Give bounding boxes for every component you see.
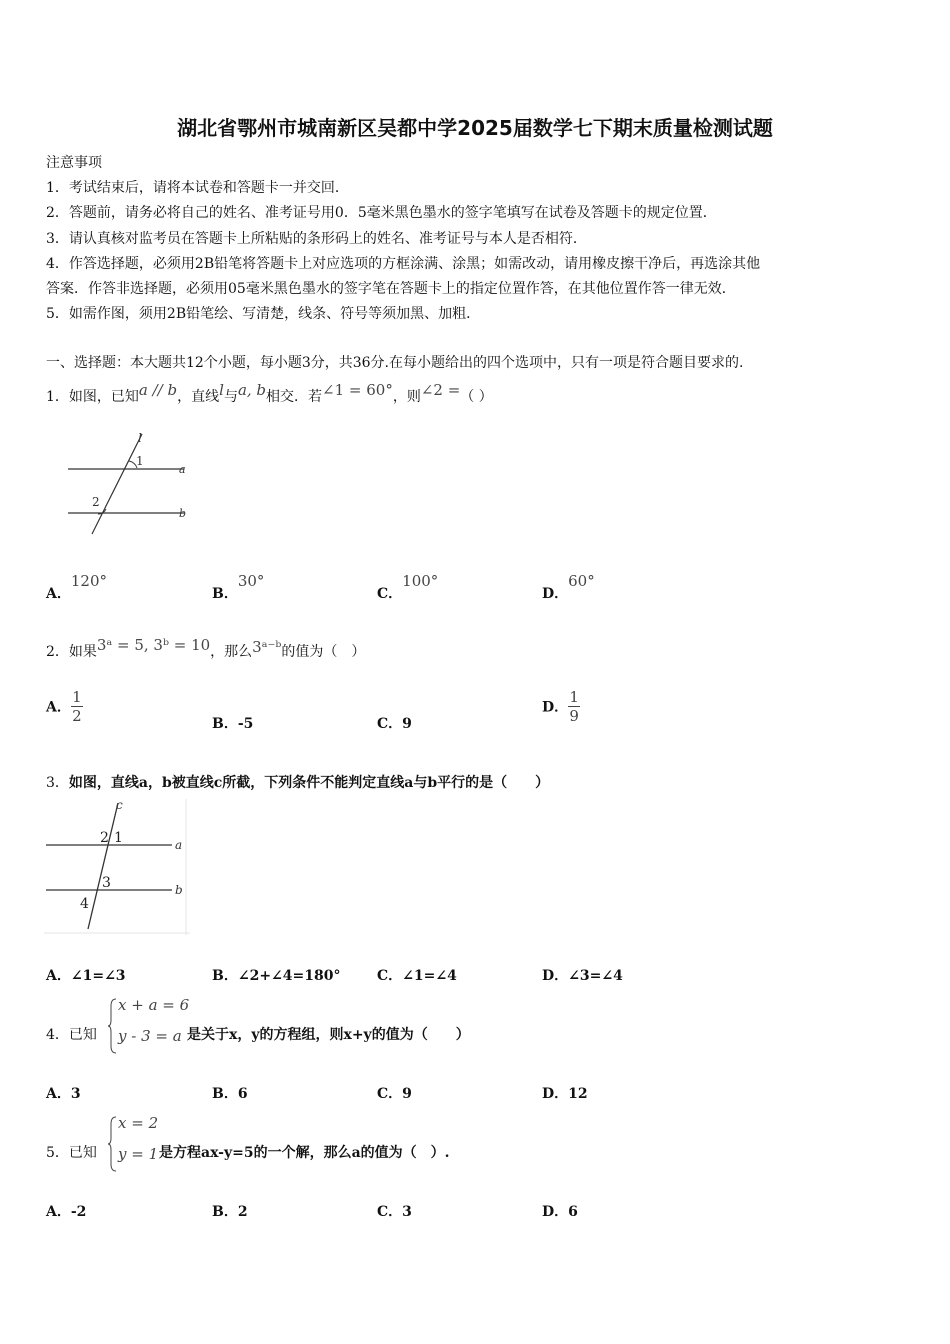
option-letter: A．: [46, 699, 71, 716]
question-1-stem: [46, 381, 493, 406]
option-letter: B．: [212, 716, 238, 732]
option-fraction: [568, 688, 580, 725]
option-c[interactable]: [377, 1201, 412, 1221]
question-text: ，则: [392, 389, 421, 405]
label-1: 1: [136, 454, 144, 468]
brace-icon: [108, 998, 118, 1054]
option-a[interactable]: [46, 1083, 81, 1103]
question-text: 与: [223, 389, 238, 405]
option-c[interactable]: [377, 965, 457, 985]
option-letter: A．: [46, 968, 71, 984]
question-text: 如图，直线a，b被直线c所截，下列条件不能判定直线a与b平行的是（ ）: [68, 775, 550, 791]
option-value: 12: [568, 1086, 588, 1102]
question-text: 的值为（ ）: [281, 644, 366, 660]
question-text: 如图，已知: [68, 389, 139, 405]
option-letter: B．: [212, 1204, 238, 1220]
math-expression: l: [219, 381, 224, 399]
question-text: ，直线: [177, 389, 220, 405]
question-text: 是关于x，y的方程组，则x+y的值为（ ）: [187, 1027, 470, 1043]
question-text: 是方程ax-y=5的一个解，那么a的值为（ ）.: [159, 1145, 450, 1161]
notice-item: 2．答题前，请务必将自己的姓名、准考证号用0．5毫米黑色墨水的签字笔填写在试卷及答题卡的规定位置．: [46, 205, 717, 221]
option-letter: B．: [212, 586, 238, 602]
label-3: 3: [102, 875, 111, 891]
option-letter: C．: [377, 1086, 403, 1102]
label-a: a: [175, 838, 183, 852]
question-text: 如果: [68, 644, 97, 660]
option-value: 30°: [237, 572, 265, 590]
question-number: 5．: [46, 1145, 69, 1161]
question-5-stem: [46, 1142, 97, 1162]
math-expression: ∠2 =: [420, 381, 461, 399]
option-letter: A．: [46, 1086, 71, 1102]
equation-line: y = 1: [118, 1145, 159, 1163]
page-title: 湖北省鄂州市城南新区吴都中学2025届数学七下期末质量检测试题: [177, 116, 773, 140]
question-number: 4．: [46, 1027, 69, 1043]
option-c[interactable]: [377, 572, 439, 603]
question-1-figure: [62, 428, 202, 540]
label-b: b: [179, 507, 187, 520]
option-value: 6: [237, 1086, 248, 1102]
option-a[interactable]: [46, 688, 83, 725]
option-b[interactable]: [212, 713, 253, 733]
option-d[interactable]: [542, 1083, 588, 1103]
label-2: 2: [92, 495, 100, 509]
option-d[interactable]: [542, 572, 595, 603]
label-a: a: [179, 463, 186, 476]
option-b[interactable]: [212, 1083, 248, 1103]
option-value: 3: [70, 1086, 81, 1102]
question-number: 2．: [46, 644, 69, 660]
option-letter: D．: [542, 1086, 569, 1102]
notice-item: 5．如需作图，须用2B铅笔绘、写清楚，线条、符号等须加黑、加粗．: [46, 306, 481, 322]
question-text: 已知: [68, 1145, 97, 1161]
option-value: 2: [237, 1204, 248, 1220]
label-c: c: [116, 799, 123, 812]
option-value: 9: [402, 716, 412, 732]
section-heading: 一、选择题：本大题共12个小题，每小题3分，共36分.在每小题给出的四个选项中，只有一项是符合题目要求的.: [46, 355, 744, 371]
option-c[interactable]: [377, 1083, 412, 1103]
option-value: 100°: [402, 572, 439, 590]
option-d[interactable]: [542, 688, 580, 725]
question-text: ，那么: [210, 644, 253, 660]
notice-item: 答案．作答非选择题，必须用05毫米黑色墨水的签字笔在答题卡上的指定位置作答，在其他位置作答一律无效．: [46, 281, 736, 297]
option-value: ∠1=∠4: [402, 968, 457, 984]
option-letter: D．: [542, 699, 569, 716]
option-letter: B．: [212, 968, 238, 984]
label-b: b: [175, 883, 183, 897]
option-a[interactable]: [46, 572, 108, 603]
numerator: 1: [569, 688, 579, 706]
option-value: -5: [237, 716, 254, 732]
notice-heading: 注意事项: [46, 155, 102, 171]
option-d[interactable]: [542, 1201, 578, 1221]
brace-icon: [108, 1116, 118, 1172]
denominator: 9: [569, 707, 579, 725]
equation-line: y - 3 = a: [118, 1027, 182, 1045]
option-letter: C．: [377, 586, 403, 602]
question-text: 相交．若: [266, 389, 323, 405]
notice-item: 3．请认真核对监考员在答题卡上所粘贴的条形码上的姓名、准考证号与本人是否相符．: [46, 231, 587, 247]
math-expression: ∠1 = 60°: [322, 381, 393, 399]
denominator: 2: [72, 707, 82, 725]
math-expression: 3ᵃ⁻ᵇ: [252, 638, 282, 656]
label-1: 1: [114, 830, 123, 846]
label-2: 2: [100, 830, 109, 846]
option-value: 9: [402, 1086, 412, 1102]
option-b[interactable]: [212, 572, 265, 603]
question-text: （ ）: [460, 389, 493, 405]
equation-line: x + a = 6: [118, 996, 190, 1014]
notice-item: 1．考试结束后，请将本试卷和答题卡一并交回．: [46, 180, 349, 196]
question-text: 已知: [68, 1027, 97, 1043]
numerator: 1: [72, 688, 82, 706]
option-value: 60°: [568, 572, 595, 590]
option-value: -2: [70, 1204, 87, 1220]
question-number: 1．: [46, 389, 69, 405]
option-letter: A．: [46, 586, 71, 602]
question-3-figure: [44, 799, 190, 935]
question-2-stem: [46, 636, 366, 661]
option-value: ∠3=∠4: [568, 968, 623, 984]
option-c[interactable]: [377, 713, 412, 733]
option-d[interactable]: [542, 965, 623, 985]
option-value: 120°: [70, 572, 108, 590]
option-value: ∠1=∠3: [70, 968, 126, 984]
math-expression: 3ᵃ = 5, 3ᵇ = 10: [96, 636, 211, 654]
option-letter: B．: [212, 1086, 238, 1102]
equation-line: x = 2: [118, 1114, 159, 1132]
question-number: 3．: [46, 775, 69, 791]
option-letter: D．: [542, 1204, 569, 1220]
option-value: ∠2+∠4=180°: [237, 968, 341, 984]
option-value: 6: [568, 1204, 578, 1220]
math-expression: a // b: [138, 381, 178, 399]
option-a[interactable]: [46, 1201, 86, 1221]
option-letter: C．: [377, 1204, 403, 1220]
label-l: l: [138, 431, 142, 445]
question-3-stem: [46, 772, 549, 792]
notice-item: 4．作答选择题，必须用2B铅笔将答题卡上对应选项的方框涂满、涂黑；如需改动，请用橡皮擦干净后，再选涂其他: [46, 256, 761, 272]
line-l: [92, 434, 142, 534]
line-c: [88, 803, 118, 929]
math-expression: a, b: [237, 381, 267, 399]
option-value: 3: [402, 1204, 412, 1220]
option-letter: C．: [377, 968, 403, 984]
option-letter: D．: [542, 586, 569, 602]
option-a[interactable]: [46, 965, 126, 985]
option-b[interactable]: [212, 965, 340, 985]
option-letter: A．: [46, 1204, 71, 1220]
option-fraction: [71, 688, 83, 725]
option-letter: C．: [377, 716, 403, 732]
option-b[interactable]: [212, 1201, 248, 1221]
label-4: 4: [80, 896, 89, 912]
option-letter: D．: [542, 968, 569, 984]
question-4-stem: [46, 1024, 97, 1044]
